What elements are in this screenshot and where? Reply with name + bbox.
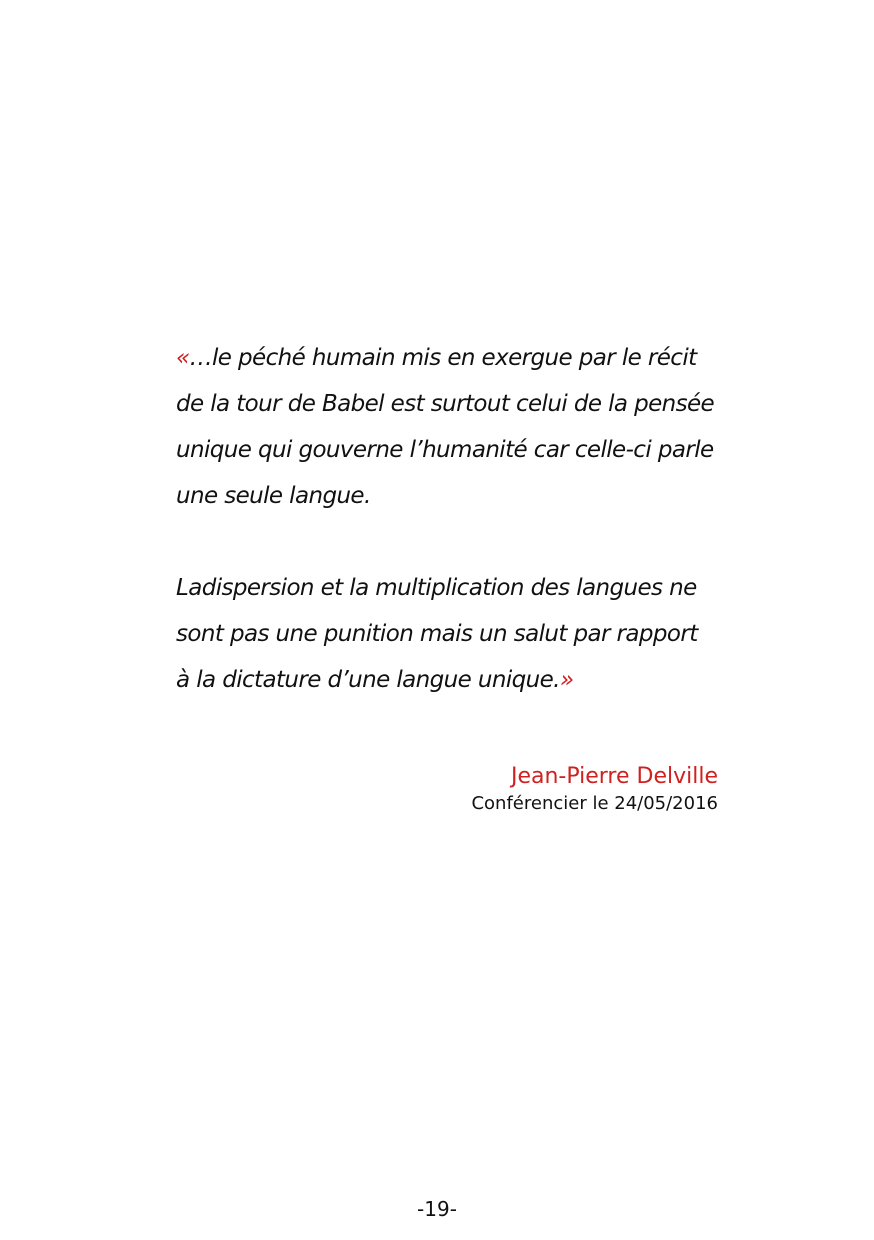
author-role: Conférencier le 24/05/2016 <box>471 793 718 814</box>
quote-line: sont pas une punition mais un salut par rapport <box>176 621 698 647</box>
quote-line: une seule langue. <box>176 483 371 509</box>
attribution <box>471 762 718 816</box>
quote-text: à la dictature d’une langue unique. <box>176 667 560 693</box>
quote-block <box>176 335 776 703</box>
paragraph-gap <box>176 519 776 565</box>
close-quote-mark: » <box>559 667 574 693</box>
quote-line: de la tour de Babel est surtout celui de la pensée <box>176 391 715 417</box>
quote-line: unique qui gouverne l’humanité car celle-ci parle <box>176 437 714 463</box>
quote-line: Ladispersion et la multiplication des langues ne <box>176 575 697 601</box>
open-quote-mark: « <box>176 345 190 371</box>
quote-line <box>176 335 776 381</box>
author-name: Jean-Pierre Delville <box>510 764 718 789</box>
quote-text: …le péché humain mis en exergue par le récit <box>189 345 697 371</box>
page-number: -19- <box>417 1197 457 1221</box>
quote-line <box>176 657 776 703</box>
